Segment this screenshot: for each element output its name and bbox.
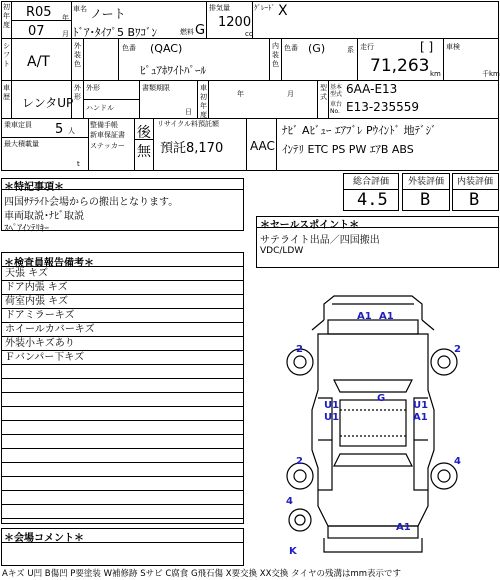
inspection-row <box>2 393 243 407</box>
base-model: 6AA-E13 <box>346 82 398 96</box>
inspection-row <box>2 407 243 421</box>
interior-suffix: 系 <box>347 46 354 54</box>
mark-a1-bottom: A1 <box>396 522 411 533</box>
inspection-row <box>2 505 243 519</box>
legend-text: Aキズ U凹 B傷凹 P要塗装 W補修跡 Sサビ C腐食 G飛石傷 X要交換 XX交換 タイヤの残溝はmm表示です <box>2 569 402 579</box>
ac-type: AAC <box>250 139 275 153</box>
doc-day-unit: 日 <box>185 108 192 116</box>
inspection-row <box>2 421 243 435</box>
exterior-color-label: 外装色 <box>74 42 81 68</box>
handle-label: ハンドル <box>86 104 114 112</box>
history-value: レンタUP <box>22 96 74 110</box>
mileage-bracket: [ ] <box>420 40 434 54</box>
inspection-row <box>2 477 243 491</box>
inspection-row: Ｆバンパー下キズ <box>2 351 243 365</box>
special-line1: 四国ｻﾃﾗｲﾄ会場からの搬出となります。 <box>4 197 179 208</box>
capacity-unit: 人 <box>68 127 75 135</box>
color-code: (QAC) <box>150 42 183 55</box>
shift-value: A/T <box>27 54 50 70</box>
door-type: ﾄﾞｱ･ﾀｲﾌﾟ5 Bﾜｺﾞﾝ <box>73 26 158 39</box>
capacity-value: 5 <box>55 122 64 137</box>
color-code-label: 色番 <box>122 44 136 52</box>
mark-wheel-fr: 2 <box>454 344 461 355</box>
max-load-unit: t <box>77 160 80 168</box>
inspection-title: ＊検査員報告備考＊ <box>4 258 94 269</box>
year-value: R05 <box>26 5 52 20</box>
inspection-row: ドア内張 キズ <box>2 281 243 295</box>
warranty-label: 新車保証書 <box>90 131 125 139</box>
inspection-row <box>2 379 243 393</box>
mark-wheel-fl: 2 <box>296 344 303 355</box>
mileage-value: 71,263 <box>370 56 430 76</box>
sales-point-line1: サテライト出品／四国搬出 <box>260 235 380 246</box>
reg-year-label: 年 <box>237 90 244 98</box>
mark-u1-right: U1 <box>413 400 429 411</box>
overall-label: 総合評価 <box>353 177 390 187</box>
special-line3: ｽﾍﾟｱｲﾝﾃﾘｷｰ <box>4 224 50 234</box>
chassis-label: 車台No. <box>330 101 343 115</box>
inspection-unit: 千km <box>482 70 500 78</box>
venue-comment-title: ＊会場コメント＊ <box>4 533 84 544</box>
mark-wheel-rl: 2 <box>296 456 303 467</box>
sticker-label: ステッカー <box>90 142 125 150</box>
special-line2: 車両取説･ﾅﾋﾞ取説 <box>4 211 84 222</box>
mark-u1-left-top: U1 <box>324 400 340 411</box>
interior-score-label: 内装評価 <box>457 177 494 187</box>
overall-score: 4.5 <box>357 190 388 210</box>
car-damage-diagram <box>256 290 500 560</box>
inspection-row <box>2 491 243 505</box>
mark-a1-top-left: A1 <box>357 311 372 322</box>
interior-score: B <box>469 190 480 210</box>
mark-g-center: G <box>377 393 386 404</box>
sales-point-line2: VDC/LDW <box>260 246 304 256</box>
chassis-number: E13-235559 <box>346 100 419 114</box>
car-name-label: 車名 <box>73 5 87 13</box>
inspection-row: ドアミラーキズ <box>2 309 243 323</box>
mark-a1-right: A1 <box>413 412 428 423</box>
mark-wheel-rr: 4 <box>454 456 461 467</box>
inspection-row <box>2 449 243 463</box>
interior-code-label: 色番 <box>284 44 298 52</box>
mark-spare-4: 4 <box>286 496 293 507</box>
exterior-score-label: 外装評価 <box>408 177 445 187</box>
recycle-label: リサイクル料預託額 <box>157 120 220 128</box>
inspection-label: 車検 <box>446 43 460 51</box>
mileage-label: 走行 <box>360 43 374 51</box>
color-name: ﾋﾟｭｱﾎﾜｲﾄﾊﾟｰﾙ <box>140 64 206 77</box>
month-unit: 月 <box>62 30 69 38</box>
year-label: 初年度 <box>3 3 10 29</box>
fuel-value: G <box>195 23 206 38</box>
first-reg-label: 車初年度 <box>200 84 207 119</box>
grade-label: ｸﾞﾚｰﾄﾞ <box>254 4 275 12</box>
inspection-row <box>2 463 243 477</box>
displacement-value: 1200 <box>218 15 252 30</box>
max-load-label: 最大積載量 <box>4 140 39 148</box>
exterior-score: B <box>420 190 431 210</box>
inspection-row: 外装小キズあり <box>2 337 243 351</box>
month-value: 07 <box>28 24 45 39</box>
equipment-line1: ﾅﾋﾞ Aﾋﾞｭｰ ｴｱﾌﾞﾚ Pｳｲﾝﾄﾞ 地ﾃﾞｼﾞ <box>282 124 437 137</box>
inspection-row: 荷室内張 キズ <box>2 295 243 309</box>
mileage-unit: km <box>430 70 441 78</box>
reg-month-label: 月 <box>287 90 294 98</box>
recycle-amount: 預託8,170 <box>160 141 224 156</box>
mark-u1-left-bottom: U1 <box>324 412 340 423</box>
model-label: 型式 <box>320 84 327 101</box>
special-notes-title: ＊特記事項＊ <box>4 182 64 193</box>
shape-title: 外形 <box>86 84 100 92</box>
inspection-row: 天張 キズ <box>2 267 243 281</box>
sticker-status: 無 <box>137 144 151 160</box>
grade-value: X <box>278 3 288 19</box>
inspection-row <box>2 435 243 449</box>
base-model-label: 基本型式 <box>330 84 343 98</box>
displacement-label: 排気量 <box>209 4 230 12</box>
shift-label: シフト <box>3 42 10 68</box>
doc-label: 書類期限 <box>142 84 170 92</box>
equipment-line2: ｲﾝﾃﾘ ETC PS PW ｴｱB ABS <box>282 143 414 156</box>
mark-k-bottom: K <box>289 546 297 557</box>
interior-color: (G) <box>308 42 326 55</box>
maintenance-label: 整備手帳 <box>90 121 118 129</box>
interior-color-label: 内装色 <box>272 42 279 68</box>
car-name: ノート <box>90 7 126 21</box>
inspection-row <box>2 365 243 379</box>
history-label: 車歴 <box>3 84 10 101</box>
mark-a1-top-right: A1 <box>379 311 394 322</box>
sales-point-title: ＊セールスポイント＊ <box>260 220 360 231</box>
manual-status: 後 <box>137 125 151 141</box>
fuel-label: 燃料 <box>180 28 194 36</box>
year-unit: 年 <box>62 14 69 22</box>
shape-label: 外形 <box>74 84 81 101</box>
inspection-row: ホイールカバーキズ <box>2 323 243 337</box>
displacement-unit: cc <box>245 30 253 38</box>
capacity-label: 乗車定員 <box>4 121 32 129</box>
